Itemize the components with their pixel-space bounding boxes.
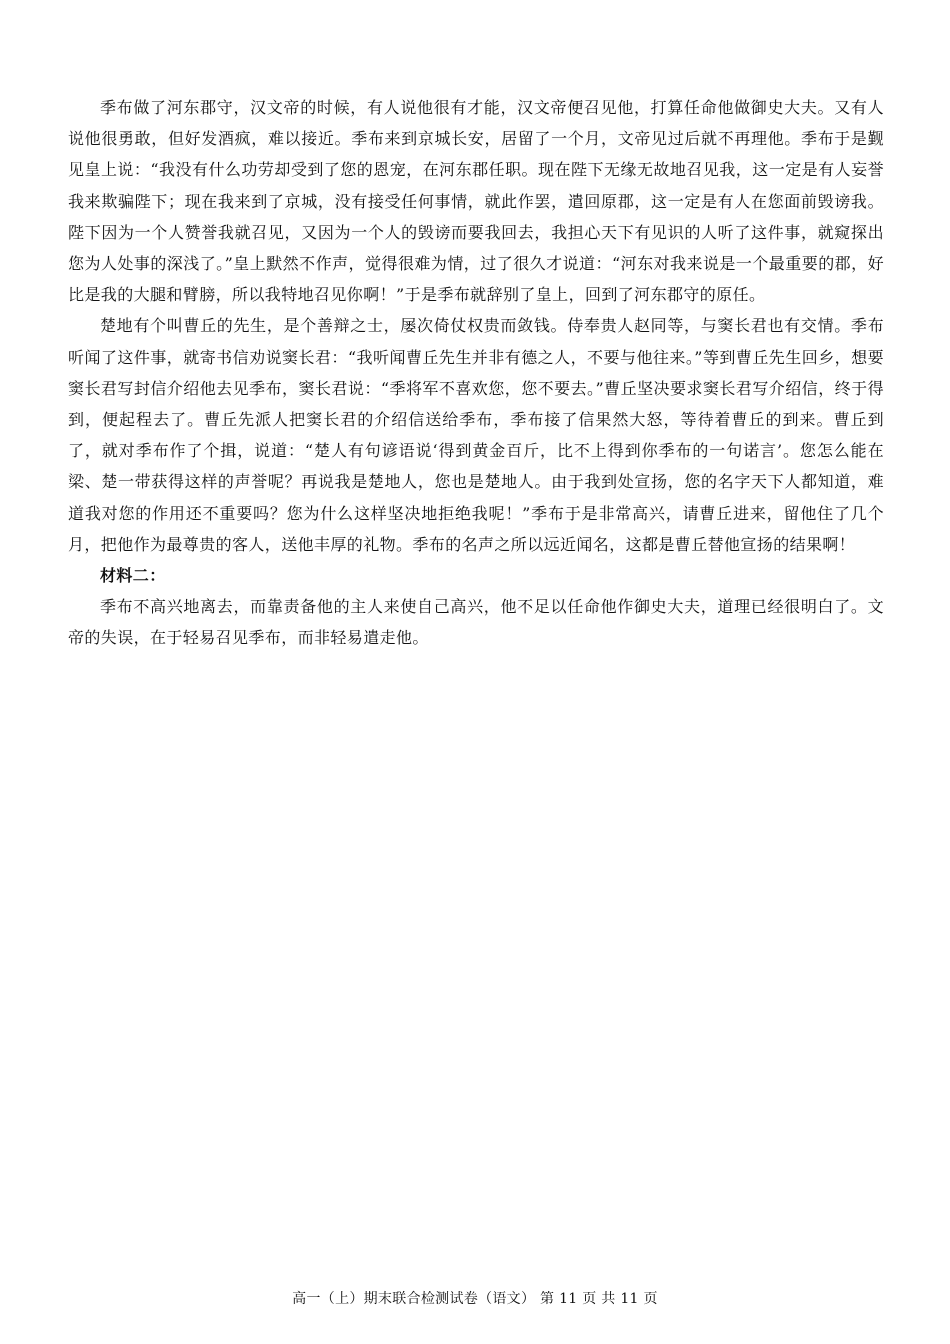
- section-heading-material-two: 材料二：: [100, 566, 166, 586]
- paragraph-material-two: 季布不高兴地离去，而靠责备他的主人来使自己高兴，他不足以任命他作御史大夫，道理已经很明白了。文帝的失误，在于轻易召见季布，而非轻易遣走他。: [68, 597, 884, 648]
- paragraph-ji-bu-summons: 季布做了河东郡守，汉文帝的时候，有人说他很有才能，汉文帝便召见他，打算任命他做御史大夫。又有人说他很勇敢，但好发酒疯，难以接近。季布来到京城长安，居留了一个月，文帝见过后就不再理他。季布于是觐见皇上说：“我没有什么功劳却受到了您的恩宠，在河东郡任职。现在陛下无缘无故地召见我，这一定是有人妄誉我来欺骗陛下；现在我来到了京城，没有接受任何事情，就此作罢，遣回原郡，这一定是有人在您面前毁谤我。陛下因为一个人赞誉我就召见，又因为一个人的毁谤而要我回去，我担心天下有见识的人听了这件事，就窥探出您为人处事的深浅了。”皇上默然不作声，觉得很难为情，过了很久才说道：“河东对我来说是一个最重要的郡，好比是我的大腿和臂膀，所以我特地召见你啊！”于是季布就辞别了皇上，回到了河东郡守的原任。: [68, 98, 884, 305]
- page-footer: 高一（上）期末联合检测试卷（语文） 第 11 页 共 11 页: [292, 1291, 658, 1307]
- paragraph-cao-qiu: 楚地有个叫曹丘的先生，是个善辩之士，屡次倚仗权贵而敛钱。侍奉贵人赵同等，与窦长君也有交情。季布听闻了这件事，就寄书信劝说窦长君：“我听闻曹丘先生并非有德之人，不要与他往来。”等到曹丘先生回乡，想要窦长君写封信介绍他去见季布，窦长君说：“季将军不喜欢您，您不要去。”曹丘坚决要求窦长君写介绍信，终于得到，便起程去了。曹丘先派人把窦长君的介绍信送给季布，季布接了信果然大怒，等待着曹丘的到来。曹丘到了，就对季布作了个揖，说道：“楚人有句谚语说‘得到黄金百斤，比不上得到你季布的一句诺言’。您怎么能在梁、楚一带获得这样的声誉呢？再说我是楚地人，您也是楚地人。由于我到处宣扬，您的名字天下人都知道，难道我对您的作用还不重要吗？您为什么这样坚决地拒绝我呢！”季布于是非常高兴，请曹丘进来，留他住了几个月，把他作为最尊贵的客人，送他丰厚的礼物。季布的名声之所以远近闻名，这都是曹丘替他宣扬的结果啊！: [68, 316, 884, 554]
- document-body: [68, 92, 884, 654]
